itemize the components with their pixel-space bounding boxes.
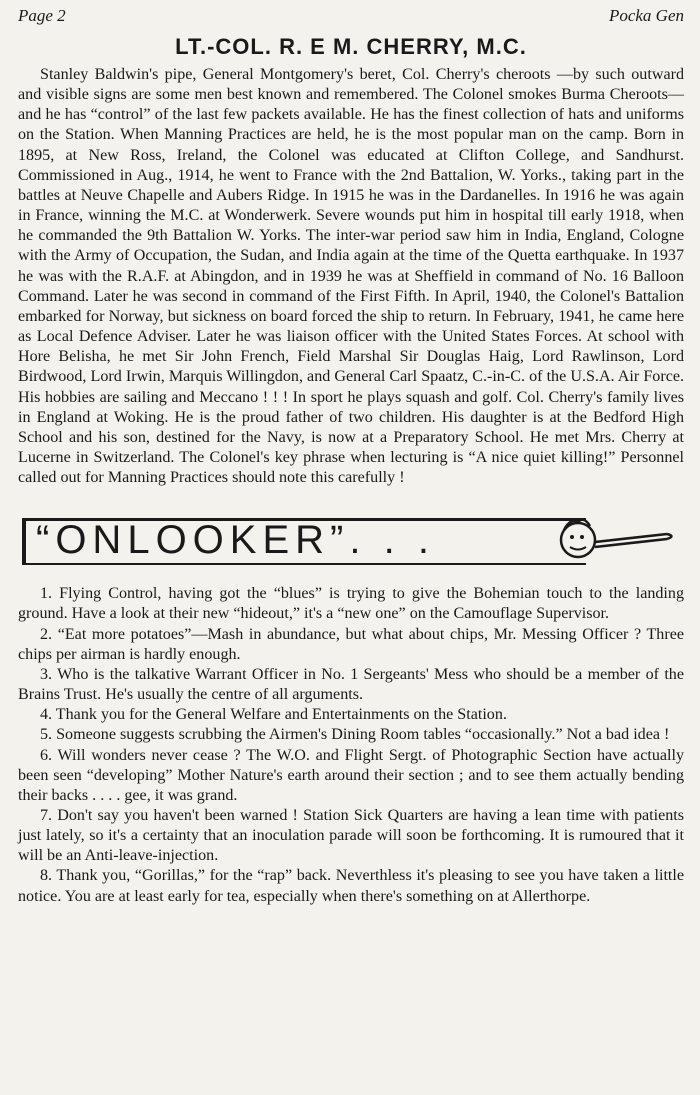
page-header [18, 6, 684, 26]
note-item: 8. Thank you, “Gorillas,” for the “rap” back. Neverthless it's pleasing to see you have taken a little notice. You are at least early for tea, especially when there's something on at Allerthorpe. [18, 867, 684, 905]
page-number: Page 2 [18, 6, 66, 25]
note-item: 3. Who is the talkative Warrant Officer in No. 1 Sergeants' Mess who should be a member of the Brains Trust. He's usually the centre of all arguments. [18, 665, 684, 704]
note-item: 6. Will wonders never cease ? The W.O. and Flight Sergt. of Photographic Section have actually been seen “developing” Mother Nature's earth around their section ; and to see them actually bending their backs . . . . gee, it was grand. [18, 746, 684, 804]
note-item: 4. Thank you for the General Welfare and Entertainments on the Station. [40, 706, 507, 724]
article-paragraph: Stanley Baldwin's pipe, General Montgomery's beret, Col. Cherry's cheroots —by such outward and visible signs are some men best known and remembered. The Colonel smokes Burma Cheroots—and he has “control” of the last few packets available. He has the finest collection of hats and uniforms on the Station. When Manning Practices are held, he is the most popular man on the camp. Born in 1895, at New Ross, Ireland, the Colonel was educated at Clifton College, and Sandhurst. Commissioned in Aug., 1914, he went to France with the 2nd Battalion, W. Yorks., taking part in the battles at Neuve Chapelle and Aubers Ridge. In 1915 he was in the Dardanelles. In 1916 he was again in France, winning the M.C. at Wonderwerk. Severe wounds put him in hospital till early 1918, when he commanded the 9th Battalion W. Yorks. The inter-war period saw him in India, England, Cologne with the Army of Occupation, the Sudan, and India again at the time of the Quetta earthquake. In 1937 he was with the R.A.F. at Abingdon, and in 1939 he was at Sheffield in command of No. 16 Balloon Command. Later he was second in command of the First Fifth. In April, 1940, the Colonel's Battalion embarked for Norway, but sickness on board forced the ship to return. In February, 1941, he came here as Local Defence Adviser. Later he was liaison officer with the United States Forces. At school with Hore Belisha, he met Sir John French, Field Marshal Sir Douglas Haig, Lord Rawlinson, Lord Birdwood, Lord Irwin, Marquis Willingdon, and General Carl Spaatz, C.-in-C. of the U.S.A. Air Force. His hobbies are sailing and Meccano ! ! ! In sport he plays squash and golf. Col. Cherry's family lives in England at Woking. He is the proud father of two children. His daughter is at the Bedford High School and his son, destined for the Navy, is now at a Preparatory School. He met Mrs. Cherry at Lucerne in Switzerland. The Colonel's key phrase when lecturing is “A nice quiet killing!” Personnel called out for Manning Practices should note this carefully ! [18, 66, 684, 487]
note-item: 5. Someone suggests scrubbing the Airmen's Dining Room tables “occasionally.” Not a bad idea ! [40, 726, 670, 744]
article-title: LT.-COL. R. E M. CHERRY, M.C. [175, 34, 527, 59]
banner-title: “ONLOOKER”. . . [36, 518, 435, 563]
publication-name: Pocka Gen [608, 6, 684, 25]
article-body [18, 65, 684, 488]
note-item: 2. “Eat more potatoes”—Mash in abundance, but what about chips, Mr. Messing Officer ? Three chips per airman is hardly enough. [18, 625, 684, 663]
note-item: 1. Flying Control, having got the “blues” is trying to give the Bohemian touch to the landing ground. Have a look at their new “hideout,” it's a “new one” on the Camouflage Supervisor. [18, 585, 684, 623]
note-item: 7. Don't say you haven't been warned ! Station Sick Quarters are having a lean time with patients just lately, so it's a certainty that an inoculation parade will soon be forthcoming. It is rumoured that it will be an Anti-leave-injection. [18, 807, 684, 865]
onlooker-banner [22, 512, 682, 568]
onlooker-notes [18, 584, 684, 907]
onlooker-cartoon-icon [552, 512, 682, 568]
